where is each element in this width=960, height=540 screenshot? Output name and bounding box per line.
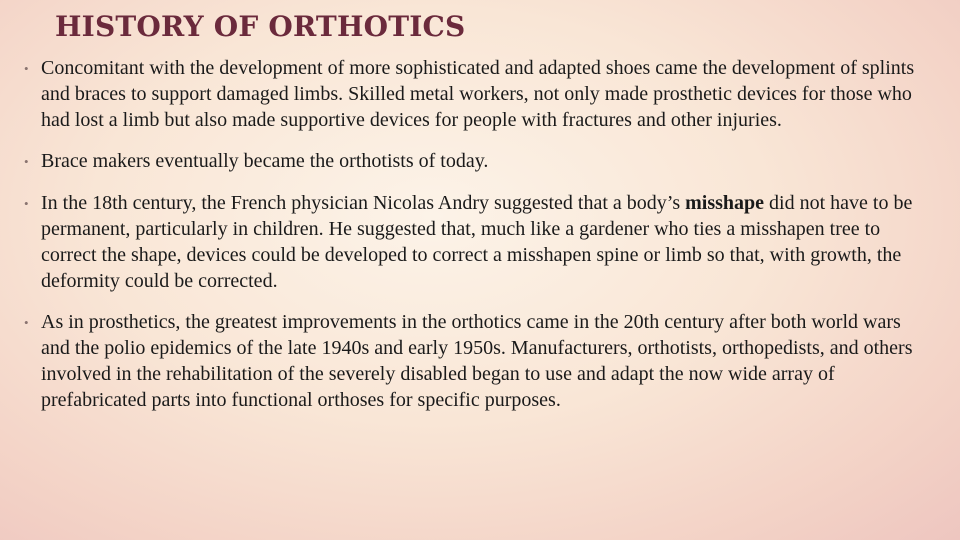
bullet-item	[24, 310, 934, 413]
bullet-text: As in prosthetics, the greatest improvements in the orthotics came in the 20th century after both world wars and the polio epidemics of the late 1940s and early 1950s. Manufacturers, orthotists, orthopedists, and others involved in the rehabilitation of the severely disabled began to use and adapt the now wide array of prefabricated parts into functional orthoses for specific purposes.	[41, 311, 913, 411]
bullet-marker: •	[24, 315, 29, 331]
bullet-marker: •	[24, 61, 29, 76]
bullet-item	[24, 149, 934, 175]
bullet-list	[24, 56, 934, 414]
bullet-text-before: In the 18th century, the French physician Nicolas Andry suggested that a body’s	[41, 192, 686, 215]
bullet-text: Concomitant with the development of more sophisticated and adapted shoes came the development of splints and braces to support damaged limbs. Skilled metal workers, not only made prosthetic devices for those who had lost a limb but also made supportive devices for people with fractures and other injuries.	[41, 57, 915, 131]
bullet-text: Brace makers eventually became the orthotists of today.	[41, 150, 489, 173]
bullet-marker: •	[24, 196, 29, 212]
bullet-item	[24, 191, 934, 294]
bullet-marker: •	[24, 154, 29, 170]
bullet-text-after: did not have to be permanent, particularly in children. He suggested that, much like a gardener who ties a misshapen tree to correct the shape, devices could be developed to correct a misshapen spine or limb so that, with growth, the deformity could be corrected.	[41, 192, 913, 292]
bullet-bold-term: misshape	[685, 192, 765, 215]
slide-title: HISTORY OF ORTHOTICS	[55, 10, 466, 43]
bullet-item	[24, 56, 934, 133]
